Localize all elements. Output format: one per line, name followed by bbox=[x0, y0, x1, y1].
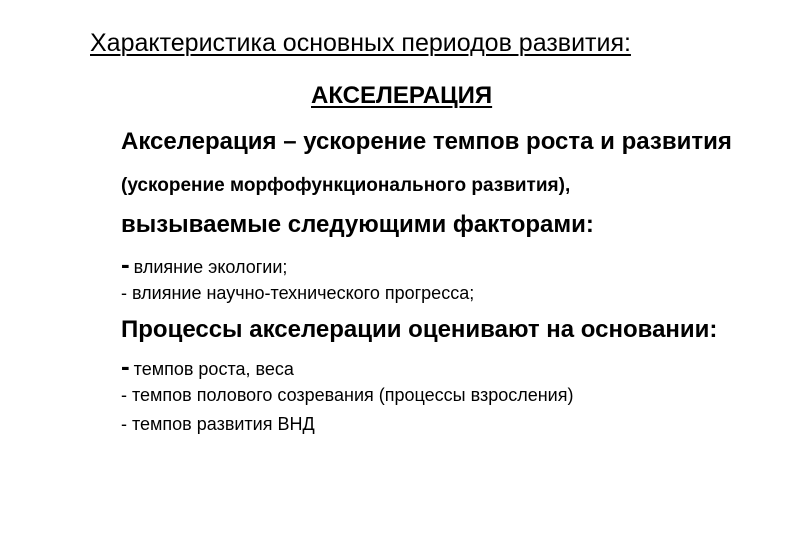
criterion-item-growth bbox=[121, 353, 294, 379]
bullet-dash: - bbox=[121, 249, 130, 279]
definition-line: Акселерация – ускорение темпов роста и развития bbox=[121, 128, 732, 155]
criterion-item-label: темпов роста, веса bbox=[133, 359, 294, 379]
factor-item-progress: - влияние научно-технического прогресса; bbox=[121, 283, 475, 303]
factors-heading: вызываемые следующими факторами: bbox=[121, 211, 594, 238]
factor-item-label: влияние экологии; bbox=[133, 257, 288, 277]
slide-title: Характеристика основных периодов развития: bbox=[90, 29, 631, 57]
criterion-item-maturation: - темпов полового созревания (процессы взросления) bbox=[121, 385, 574, 405]
slide-subtitle: АКСЕЛЕРАЦИЯ bbox=[311, 82, 493, 109]
definition-parenthetical: (ускорение морфофункционального развития), bbox=[121, 175, 571, 196]
factor-item-ecology bbox=[121, 251, 287, 277]
criterion-item-vnd: - темпов развития ВНД bbox=[121, 414, 315, 434]
criteria-heading: Процессы акселерации оценивают на основании: bbox=[121, 316, 718, 343]
bullet-dash: - bbox=[121, 351, 130, 381]
